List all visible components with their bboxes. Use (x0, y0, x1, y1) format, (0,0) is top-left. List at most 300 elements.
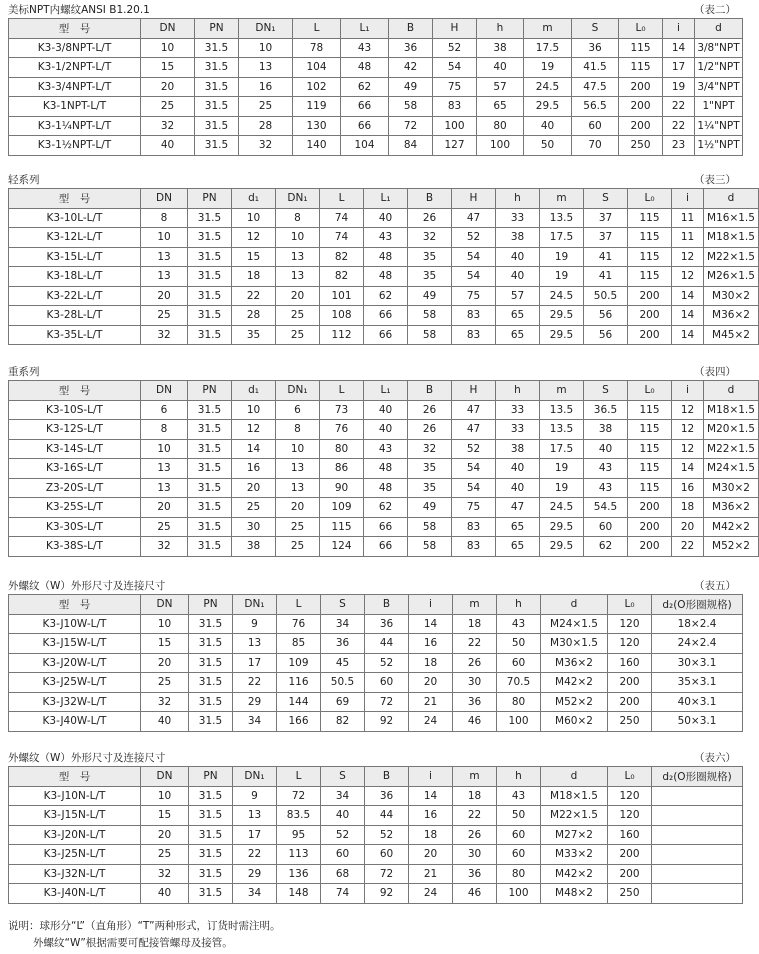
spec-table (8, 18, 743, 156)
column-header: PN (189, 595, 233, 615)
table-cell: 31.5 (188, 420, 232, 440)
table-number: （表五） (694, 580, 736, 592)
table-row (9, 786, 743, 806)
table-cell: M36×2 (541, 653, 608, 673)
table-cell: 13 (233, 634, 277, 654)
table-cell: 65 (477, 97, 524, 117)
table-cell: 25 (141, 97, 195, 117)
model-cell: K3-14S-L/T (9, 439, 141, 459)
table-cell: 52 (321, 825, 365, 845)
table-cell: 101 (320, 286, 364, 306)
table-cell: 25 (276, 537, 320, 557)
table-cell (652, 806, 743, 826)
column-header: m (453, 595, 497, 615)
model-cell: K3-J10W-L/T (9, 614, 141, 634)
table-cell: 66 (364, 306, 408, 326)
table-cell: 14 (672, 325, 704, 345)
table-cell: 18×2.4 (652, 614, 743, 634)
table-cell: 14 (663, 38, 695, 58)
table-row (9, 673, 743, 693)
column-header: d₁ (232, 189, 276, 209)
table-cell: 14 (409, 614, 453, 634)
table-cell: 48 (364, 478, 408, 498)
table-cell: 60 (497, 825, 541, 845)
model-cell: K3-15L-L/T (9, 247, 141, 267)
table-cell: 38 (584, 420, 628, 440)
table-cell: 31.5 (188, 208, 232, 228)
table-cell: 83 (452, 537, 496, 557)
column-header: L₀ (628, 381, 672, 401)
model-cell: K3-J15W-L/T (9, 634, 141, 654)
column-header: DN₁ (276, 189, 320, 209)
table-cell: 65 (496, 537, 540, 557)
table-cell: 17 (233, 653, 277, 673)
table-cell: 18 (409, 825, 453, 845)
column-header: DN (141, 767, 189, 787)
table-cell: 47 (452, 420, 496, 440)
table-cell: 72 (365, 864, 409, 884)
table-section-2 (8, 2, 742, 156)
table-cell: 60 (321, 845, 365, 865)
table-cell: M42×2 (541, 673, 608, 693)
table-cell: M52×2 (541, 692, 608, 712)
table-section-6 (8, 750, 742, 904)
table-cell: 31.5 (188, 517, 232, 537)
table-cell: 16 (239, 77, 293, 97)
column-header: PN (195, 19, 239, 39)
table-cell: 115 (628, 208, 672, 228)
table-cell: 74 (321, 884, 365, 904)
table-cell: 60 (497, 845, 541, 865)
table-row (9, 864, 743, 884)
table-cell: 200 (619, 77, 663, 97)
table-cell: 13 (141, 459, 188, 479)
table-cell: 160 (608, 825, 652, 845)
column-header: DN (141, 189, 188, 209)
table-cell: 52 (452, 439, 496, 459)
table-cell: 109 (277, 653, 321, 673)
table-cell: 17.5 (540, 439, 584, 459)
table-cell: 34 (233, 712, 277, 732)
table-cell: 44 (365, 806, 409, 826)
table-cell: 12 (672, 267, 704, 287)
table-cell: 25 (276, 325, 320, 345)
column-header: L₁ (341, 19, 389, 39)
table-cell: 65 (496, 306, 540, 326)
table-cell: 200 (619, 116, 663, 136)
table-cell: 38 (496, 439, 540, 459)
table-cell: 31.5 (188, 439, 232, 459)
column-header: d₁ (232, 381, 276, 401)
table-cell: M26×1.5 (704, 267, 759, 287)
column-header: L₁ (364, 381, 408, 401)
table-cell: 14 (409, 786, 453, 806)
table-cell: 1/2"NPT (695, 58, 743, 78)
table-cell: 26 (453, 825, 497, 845)
table-cell: 140 (293, 136, 341, 156)
model-cell: K3-J25N-L/T (9, 845, 141, 865)
model-cell: K3-30S-L/T (9, 517, 141, 537)
column-header: DN₁ (276, 381, 320, 401)
table-cell: 68 (321, 864, 365, 884)
table-cell: 31.5 (188, 306, 232, 326)
table-cell: 115 (619, 38, 663, 58)
table-cell: 44 (365, 634, 409, 654)
table-cell: 20 (409, 673, 453, 693)
table-cell: 36.5 (584, 400, 628, 420)
table-cell: 120 (608, 634, 652, 654)
table-cell: 60 (365, 845, 409, 865)
table-row (9, 653, 743, 673)
column-header: L₀ (628, 189, 672, 209)
table-cell: 200 (628, 325, 672, 345)
model-cell: K3-1½NPT-L/T (9, 136, 141, 156)
table-cell: 20 (141, 77, 195, 97)
table-cell: 40 (321, 806, 365, 826)
column-header: d₂(O形圈规格) (652, 595, 743, 615)
table-row (9, 247, 759, 267)
table-cell: 43 (497, 614, 541, 634)
table-cell: 23 (663, 136, 695, 156)
table-cell: 80 (497, 864, 541, 884)
column-header: L (277, 767, 321, 787)
table-cell: 30 (453, 673, 497, 693)
table-cell: 120 (608, 806, 652, 826)
table-row (9, 634, 743, 654)
table-cell: 30 (232, 517, 276, 537)
model-cell: K3-18L-L/T (9, 267, 141, 287)
table-row (9, 825, 743, 845)
column-header: h (496, 189, 540, 209)
table-cell: 11 (672, 228, 704, 248)
column-header: 型 号 (9, 189, 141, 209)
table-cell: 34 (321, 786, 365, 806)
column-header: PN (188, 381, 232, 401)
table-cell: 40 (524, 116, 572, 136)
table-cell: 200 (628, 286, 672, 306)
table-cell: 29 (233, 864, 277, 884)
table-cell: 31.5 (188, 286, 232, 306)
table-cell: 52 (365, 825, 409, 845)
table-cell: 18 (453, 786, 497, 806)
table-section-5 (8, 578, 742, 732)
table-cell: 100 (497, 884, 541, 904)
table-cell: 22 (232, 286, 276, 306)
table-cell: 31.5 (195, 136, 239, 156)
table-cell: 56 (584, 325, 628, 345)
table-cell: 19 (524, 58, 572, 78)
table-cell: 65 (496, 517, 540, 537)
table-cell: 45 (321, 653, 365, 673)
table-cell: 83 (452, 306, 496, 326)
table-cell: 35 (408, 247, 452, 267)
column-header: h (496, 381, 540, 401)
table-cell: 14 (672, 459, 704, 479)
table-cell: 22 (672, 537, 704, 557)
table-cell: 58 (408, 325, 452, 345)
table-cell: 43 (584, 478, 628, 498)
table-cell: 120 (608, 786, 652, 806)
table-cell: 48 (341, 58, 389, 78)
table-cell: 57 (496, 286, 540, 306)
column-header: L₀ (608, 767, 652, 787)
table-cell: 43 (364, 439, 408, 459)
column-header: m (540, 381, 584, 401)
table-title: 美标NPT内螺纹ANSI B1.20.1 (8, 4, 150, 16)
table-cell: 56.5 (572, 97, 619, 117)
header-row (9, 19, 743, 39)
table-cell: 113 (277, 845, 321, 865)
table-cell: 115 (628, 400, 672, 420)
model-cell: K3-J40W-L/T (9, 712, 141, 732)
table-cell: 3/8"NPT (695, 38, 743, 58)
table-cell: 8 (141, 420, 188, 440)
table-cell: 14 (672, 286, 704, 306)
table-cell: 10 (276, 228, 320, 248)
table-cell: 31.5 (188, 400, 232, 420)
table-cell: 30 (453, 845, 497, 865)
table-cell: 48 (364, 267, 408, 287)
table-row (9, 267, 759, 287)
table-cell: 48 (364, 459, 408, 479)
table-cell: 24.5 (540, 286, 584, 306)
table-cell: 22 (663, 97, 695, 117)
column-header: DN (141, 595, 189, 615)
table-cell: 66 (364, 517, 408, 537)
table-cell: M22×1.5 (704, 439, 759, 459)
table-row (9, 498, 759, 518)
table-cell: 26 (453, 653, 497, 673)
table-cell: 36 (453, 692, 497, 712)
table-cell: 25 (276, 306, 320, 326)
table-cell: 58 (408, 517, 452, 537)
model-cell: K3-J20N-L/T (9, 825, 141, 845)
table-row (9, 400, 759, 420)
table-cell: 13 (141, 247, 188, 267)
table-cell: 25 (232, 498, 276, 518)
table-cell: 31.5 (188, 228, 232, 248)
table-cell: M22×1.5 (541, 806, 608, 826)
column-header: i (672, 381, 704, 401)
table-cell: 50 (524, 136, 572, 156)
column-header: m (453, 767, 497, 787)
table-cell: M42×2 (541, 864, 608, 884)
table-cell: 15 (141, 634, 189, 654)
column-header: L₁ (364, 189, 408, 209)
table-cell: 30×3.1 (652, 653, 743, 673)
table-cell: 75 (452, 286, 496, 306)
table-cell: 56 (584, 306, 628, 326)
table-cell: 160 (608, 653, 652, 673)
column-header: L (277, 595, 321, 615)
table-cell: 1"NPT (695, 97, 743, 117)
table-cell: 24 (409, 884, 453, 904)
column-header: PN (188, 189, 232, 209)
table-cell: 115 (628, 478, 672, 498)
table-cell: 36 (365, 614, 409, 634)
table-cell: 17 (663, 58, 695, 78)
table-cell: 47 (452, 400, 496, 420)
table-cell: 13 (276, 478, 320, 498)
model-cell: K3-3/4NPT-L/T (9, 77, 141, 97)
table-cell: 16 (409, 634, 453, 654)
table-cell: 102 (293, 77, 341, 97)
table-row (9, 614, 743, 634)
column-header: L (293, 19, 341, 39)
table-cell: 3/4"NPT (695, 77, 743, 97)
table-cell: 32 (141, 325, 188, 345)
column-header: B (365, 595, 409, 615)
column-header: i (409, 767, 453, 787)
table-cell: 33 (496, 400, 540, 420)
column-header: S (321, 767, 365, 787)
table-cell: M18×1.5 (704, 228, 759, 248)
table-row (9, 58, 743, 78)
model-cell: K3-22L-L/T (9, 286, 141, 306)
column-header: DN₁ (239, 19, 293, 39)
table-cell: 13 (276, 459, 320, 479)
table-cell: 13 (141, 478, 188, 498)
table-cell: 13 (239, 58, 293, 78)
table-cell: M45×2 (704, 325, 759, 345)
table-cell: 62 (364, 498, 408, 518)
table-cell: 38 (232, 537, 276, 557)
table-row (9, 306, 759, 326)
table-cell: 15 (141, 58, 195, 78)
table-section-3 (8, 172, 755, 345)
table-cell: 18 (232, 267, 276, 287)
table-cell: 9 (233, 786, 277, 806)
column-header: 型 号 (9, 595, 141, 615)
table-row (9, 806, 743, 826)
table-cell: 32 (408, 439, 452, 459)
table-cell: 115 (628, 459, 672, 479)
table-cell: 35 (408, 267, 452, 287)
column-header: d₂(O形圈规格) (652, 767, 743, 787)
spec-table (8, 766, 743, 904)
table-cell: 41.5 (572, 58, 619, 78)
table-cell: 75 (433, 77, 477, 97)
table-cell: 25 (276, 517, 320, 537)
table-cell: 40×3.1 (652, 692, 743, 712)
column-header: S (584, 189, 628, 209)
table-cell: 40 (496, 267, 540, 287)
table-cell: 31.5 (189, 786, 233, 806)
table-cell: 10 (141, 439, 188, 459)
table-cell: 19 (540, 267, 584, 287)
table-row (9, 884, 743, 904)
table-cell: 54 (452, 247, 496, 267)
table-cell: 20 (232, 478, 276, 498)
table-cell: 24.5 (524, 77, 572, 97)
table-row (9, 286, 759, 306)
table-cell: 82 (320, 267, 364, 287)
table-cell: 100 (477, 136, 524, 156)
table-row (9, 77, 743, 97)
table-cell: 22 (233, 845, 277, 865)
table-cell: 54 (433, 58, 477, 78)
table-cell: M16×1.5 (704, 208, 759, 228)
table-cell: 17.5 (540, 228, 584, 248)
model-cell: K3-3/8NPT-L/T (9, 38, 141, 58)
table-cell: 35×3.1 (652, 673, 743, 693)
table-cell: 115 (628, 247, 672, 267)
table-cell: 24×2.4 (652, 634, 743, 654)
column-header: H (452, 189, 496, 209)
table-cell: 100 (497, 712, 541, 732)
table-cell: 32 (239, 136, 293, 156)
table-cell: 31.5 (189, 825, 233, 845)
table-cell: 32 (408, 228, 452, 248)
table-cell: 92 (365, 712, 409, 732)
table-cell: 16 (672, 478, 704, 498)
model-cell: K3-1NPT-L/T (9, 97, 141, 117)
table-cell: 25 (141, 673, 189, 693)
column-header: m (540, 189, 584, 209)
table-cell: 85 (277, 634, 321, 654)
table-cell: 70.5 (497, 673, 541, 693)
table-row (9, 325, 759, 345)
table-cell: 14 (672, 306, 704, 326)
table-cell: 31.5 (188, 267, 232, 287)
table-cell: 54 (452, 478, 496, 498)
table-cell: 14 (232, 439, 276, 459)
table-cell: 31.5 (189, 634, 233, 654)
table-cell: 32 (141, 864, 189, 884)
table-cell: 12 (232, 420, 276, 440)
table-cell: 200 (628, 306, 672, 326)
table-cell: 58 (389, 97, 433, 117)
model-cell: K3-10S-L/T (9, 400, 141, 420)
table-title: 外螺纹（W）外形尺寸及连接尺寸 (8, 580, 166, 592)
table-cell: 31.5 (195, 77, 239, 97)
table-cell: 127 (433, 136, 477, 156)
table-cell: 18 (453, 614, 497, 634)
model-cell: Z3-20S-L/T (9, 478, 141, 498)
table-cell: 84 (389, 136, 433, 156)
table-cell: 62 (364, 286, 408, 306)
table-cell: 24 (409, 712, 453, 732)
table-section-4 (8, 364, 755, 557)
table-cell: 52 (433, 38, 477, 58)
table-cell: 47 (452, 208, 496, 228)
table-cell: 31.5 (188, 537, 232, 557)
table-cell: M24×1.5 (541, 614, 608, 634)
table-cell: 50.5 (321, 673, 365, 693)
table-row (9, 136, 743, 156)
table-cell: 41 (584, 247, 628, 267)
table-cell: 22 (453, 634, 497, 654)
table-cell: 78 (293, 38, 341, 58)
table-cell: 38 (496, 228, 540, 248)
table-cell: 20 (409, 845, 453, 865)
table-cell: 32 (141, 692, 189, 712)
table-row (9, 459, 759, 479)
table-cell: 109 (320, 498, 364, 518)
column-header: B (408, 189, 452, 209)
table-cell: 31.5 (188, 325, 232, 345)
table-cell: 33 (496, 420, 540, 440)
table-cell: 130 (293, 116, 341, 136)
table-cell: 31.5 (195, 38, 239, 58)
table-number: （表四） (694, 366, 736, 378)
column-header: i (663, 19, 695, 39)
column-header: i (672, 189, 704, 209)
table-cell (652, 825, 743, 845)
table-cell: 166 (277, 712, 321, 732)
table-cell: M36×2 (704, 306, 759, 326)
table-cell: 60 (572, 116, 619, 136)
